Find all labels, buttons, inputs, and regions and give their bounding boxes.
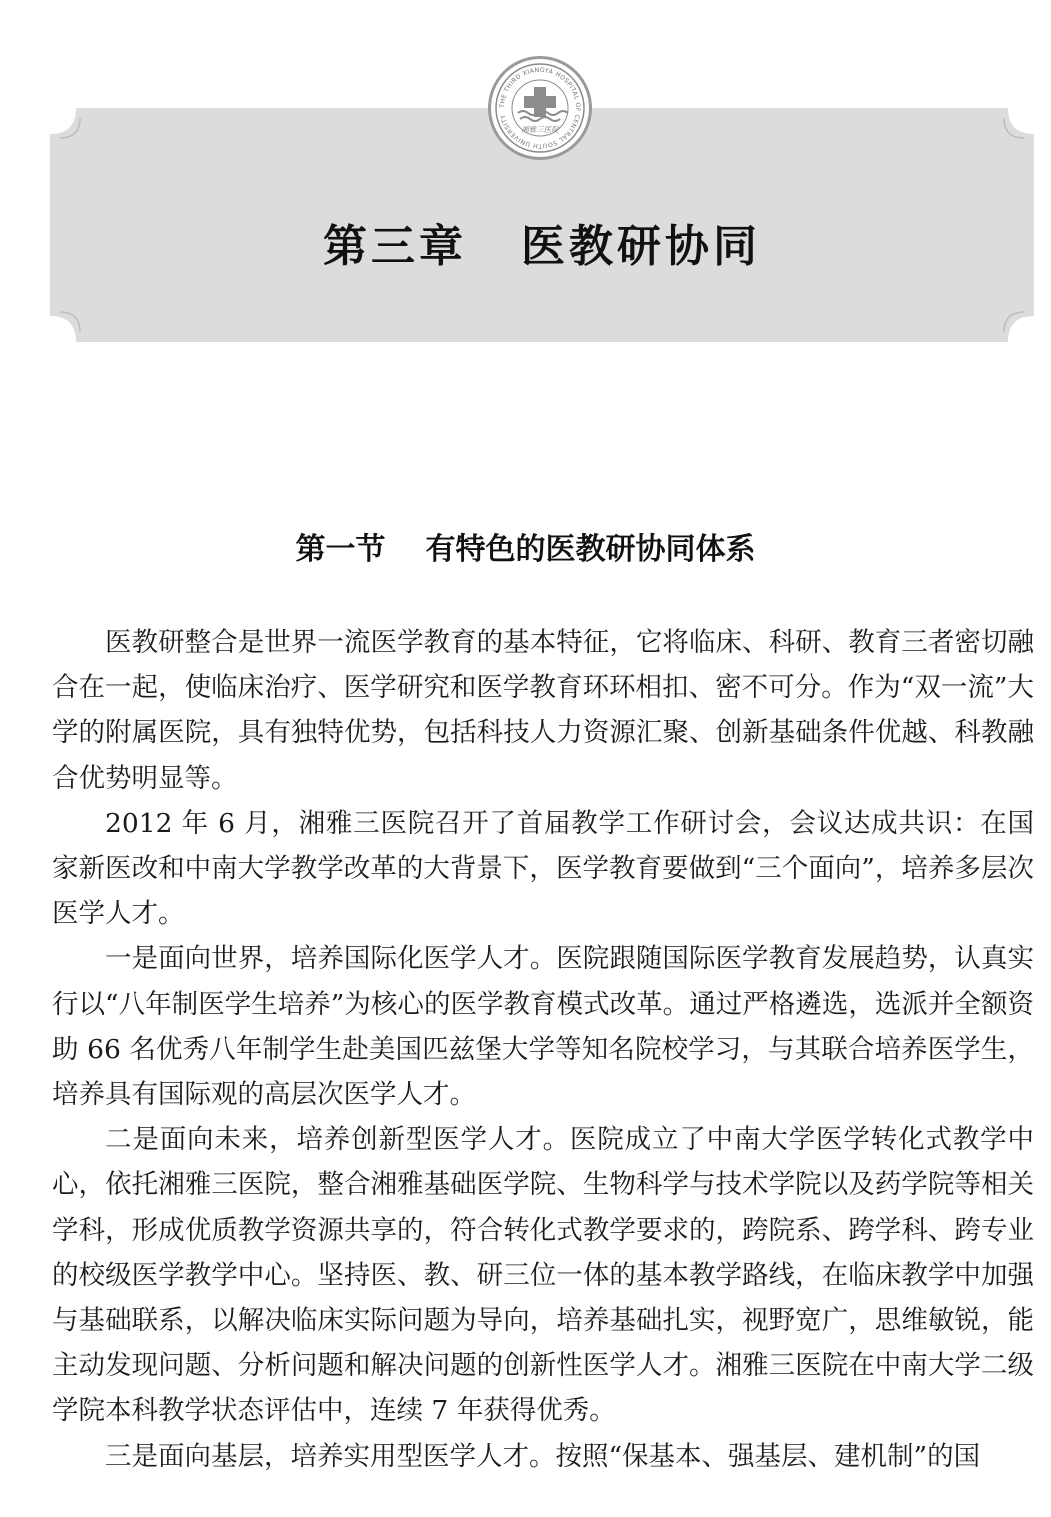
- chapter-name: 医教研协同: [521, 221, 761, 272]
- paragraph: 三是面向基层，培养实用型医学人才。按照“保基本、强基层、建机制”的国: [105, 1440, 981, 1472]
- section-number: 第一节: [295, 532, 386, 567]
- paragraph: 二是面向未来，培养创新型医学人才。医院成立了中南大学医学转化式教学中心，依托湘雅三医院，整合湘雅基础医学院、生物科学与技术学院以及药学院等相关学科，形成优质教学资源共享的，符合转化式教学要求的，跨院系、跨学科、跨专业的校级医学教学中心。坚持医、教、研三位一体的基本教学路线，在临床教学中加强与基础联系，以解决临床实际问题为导向，培养基础扎实，视野宽广，思维敏锐，能主动发现问题、分析问题和解决问题的创新性医学人才。湘雅三医院在中南大学二级学院本科教学状态评估中，连续 7 年获得优秀。: [52, 1124, 1034, 1427]
- chapter-number: 第三章: [323, 221, 467, 272]
- body-text: [52, 620, 1034, 1479]
- seal-emblem-icon: [491, 59, 589, 157]
- section-title: [0, 524, 1051, 568]
- svg-text:THE THIRD XIANGYA HOSPITAL OF: THE THIRD XIANGYA HOSPITAL OF CENTRAL SOUTH UNIVERSITY: [498, 66, 582, 150]
- svg-text:湘雅三医院: 湘雅三医院: [521, 125, 559, 134]
- paragraph: 一是面向世界，培养国际化医学人才。医院跟随国际医学教育发展趋势，认真实行以“八年制医学生培养”为核心的医学教育模式改革。通过严格遴选，选派并全额资助 66 名优秀八年制学生赴美国匹兹堡大学等知名院校学习，与其联合培养医学生，培养具有国际观的高层次医学人才。: [52, 943, 1034, 1111]
- section-name: 有特色的医教研协同体系: [425, 532, 756, 567]
- paragraph: 2012 年 6 月，湘雅三医院召开了首届教学工作研讨会，会议达成共识：在国家新医改和中南大学教学改革的大背景下，医学教育要做到“三个面向”，培养多层次医学人才。: [52, 807, 1034, 930]
- hospital-seal-logo: [488, 56, 592, 160]
- paragraph: 医教研整合是世界一流医学教育的基本特征，它将临床、科研、教育三者密切融合在一起，使临床治疗、医学研究和医学教育环环相扣、密不可分。作为“双一流”大学的附属医院，具有独特优势，包括科技人力资源汇聚、创新基础条件优越、科教融合优势明显等。: [52, 627, 1034, 794]
